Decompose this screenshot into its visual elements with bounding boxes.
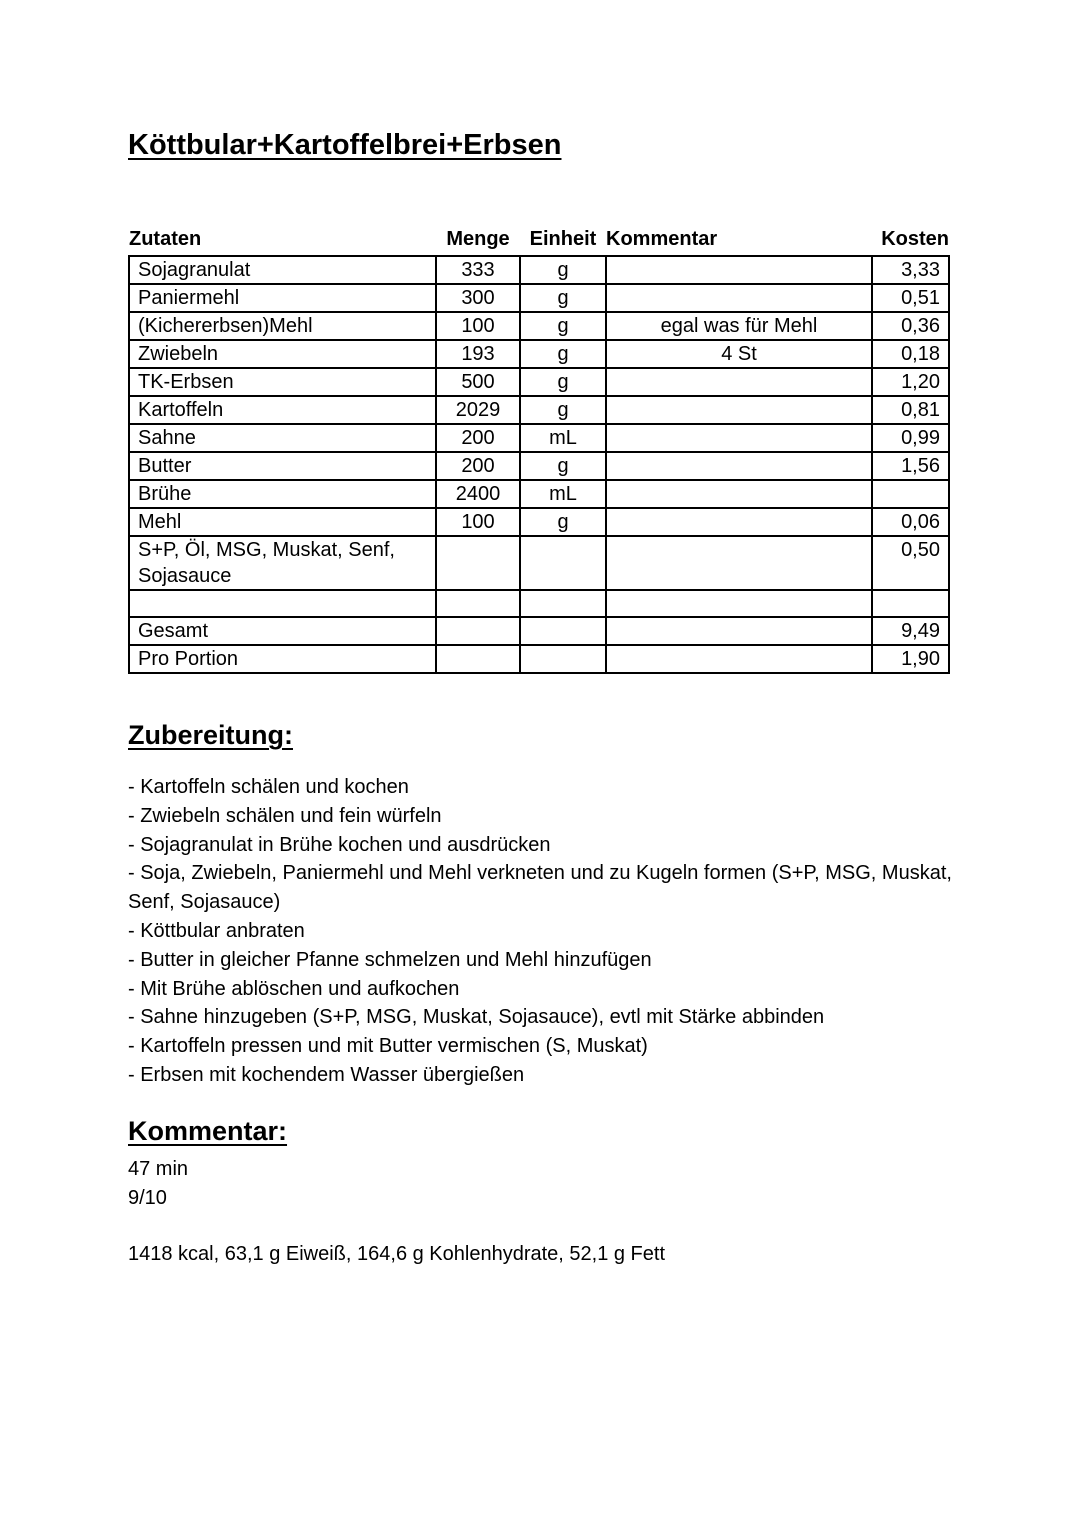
cell-einheit [520, 617, 606, 645]
cell-kommentar: egal was für Mehl [606, 312, 872, 340]
step-item: - Soja, Zwiebeln, Paniermehl und Mehl verkneten und zu Kugeln formen (S+P, MSG, Muskat, Senf, Sojasauce) [128, 862, 952, 914]
cell-kommentar [606, 256, 872, 284]
table-row [129, 396, 949, 424]
cell-einheit: g [520, 508, 606, 536]
cell-kommentar [606, 368, 872, 396]
cell-einheit [520, 645, 606, 673]
cell-zutat: Kartoffeln [129, 396, 436, 424]
step-item: - Butter in gleicher Pfanne schmelzen und Mehl hinzufügen [128, 948, 652, 971]
cell-menge: 200 [436, 424, 520, 452]
table-header-row [129, 226, 949, 256]
table-row [129, 256, 949, 284]
cell-kommentar [606, 645, 872, 673]
cell-zutat: (Kichererbsen)Mehl [129, 312, 436, 340]
cell-menge [436, 645, 520, 673]
zubereitung-heading: Zubereitung: [128, 720, 293, 750]
cell-zutat: Sojagranulat [129, 256, 436, 284]
cell-menge: 2400 [436, 480, 520, 508]
step-item: - Sojagranulat in Brühe kochen und ausdrücken [128, 833, 551, 856]
cell-kommentar [606, 452, 872, 480]
cell-menge: 100 [436, 508, 520, 536]
preparation-steps [128, 773, 962, 1090]
cell-einheit: g [520, 284, 606, 312]
cell-kommentar [606, 284, 872, 312]
column-header-einheit: Einheit [529, 228, 597, 250]
table-row [129, 368, 949, 396]
table-row [129, 340, 949, 368]
cell-kommentar [606, 590, 872, 617]
cell-zutat: S+P, Öl, MSG, Muskat, Senf, Sojasauce [129, 536, 436, 590]
step-item: - Kartoffeln pressen und mit Butter vermischen (S, Muskat) [128, 1035, 648, 1058]
cell-einheit: mL [520, 480, 606, 508]
cell-zutat [129, 590, 436, 617]
cell-menge [436, 590, 520, 617]
cell-einheit: g [520, 340, 606, 368]
table-row [129, 284, 949, 312]
cell-zutat: Sahne [129, 424, 436, 452]
cell-kommentar: 4 St [606, 340, 872, 368]
table-row-pro-portion [129, 645, 949, 673]
table-row [129, 480, 949, 508]
cell-kosten: 0,51 [872, 284, 949, 312]
cell-einheit: g [520, 452, 606, 480]
cell-zutat: Paniermehl [129, 284, 436, 312]
cell-kosten: 1,56 [872, 452, 949, 480]
cell-zutat: Zwiebeln [129, 340, 436, 368]
ingredients-table [128, 226, 950, 674]
step-item: - Kartoffeln schälen und kochen [128, 776, 409, 798]
cell-einheit: g [520, 368, 606, 396]
cell-kosten: 3,33 [872, 256, 949, 284]
step-item: - Köttbular anbraten [128, 919, 305, 942]
cell-kosten [872, 480, 949, 508]
cell-kosten: 0,36 [872, 312, 949, 340]
cell-kosten: 9,49 [872, 617, 949, 645]
column-header-kosten: Kosten [881, 228, 949, 250]
cell-kommentar [606, 424, 872, 452]
cell-einheit: mL [520, 424, 606, 452]
nutrition-text: 1418 kcal, 63,1 g Eiweiß, 164,6 g Kohlenhydrate, 52,1 g Fett [128, 1243, 666, 1266]
cell-kommentar [606, 480, 872, 508]
page-title: Köttbular+Kartoffelbrei+Erbsen [128, 129, 562, 161]
cell-kosten [872, 590, 949, 617]
cell-menge: 2029 [436, 396, 520, 424]
table-row [129, 312, 949, 340]
cell-menge: 100 [436, 312, 520, 340]
step-item: - Erbsen mit kochendem Wasser übergießen [128, 1063, 525, 1086]
step-item: - Sahne hinzugeben (S+P, MSG, Muskat, Sojasauce), evtl mit Stärke abbinden [128, 1006, 825, 1029]
table-row-gesamt [129, 617, 949, 645]
duration-text: 47 min [128, 1157, 189, 1180]
cell-menge [436, 617, 520, 645]
cell-einheit [520, 536, 606, 590]
cell-zutat: Gesamt [129, 617, 436, 645]
cell-menge: 300 [436, 284, 520, 312]
cell-kommentar [606, 617, 872, 645]
cell-kommentar [606, 536, 872, 590]
cell-zutat: Mehl [129, 508, 436, 536]
cell-kosten: 1,20 [872, 368, 949, 396]
cell-menge [436, 536, 520, 590]
step-item: - Zwiebeln schälen und fein würfeln [128, 804, 442, 827]
cell-zutat: Brühe [129, 480, 436, 508]
cell-zutat: TK-Erbsen [129, 368, 436, 396]
cell-menge: 500 [436, 368, 520, 396]
cell-kommentar [606, 396, 872, 424]
cell-kosten: 0,06 [872, 508, 949, 536]
table-row [129, 508, 949, 536]
table-row [129, 452, 949, 480]
cell-kosten: 0,18 [872, 340, 949, 368]
table-row-empty [129, 590, 949, 617]
cell-einheit [520, 590, 606, 617]
cell-zutat: Butter [129, 452, 436, 480]
table-row [129, 536, 949, 590]
cell-menge: 333 [436, 256, 520, 284]
cell-einheit: g [520, 396, 606, 424]
cell-einheit: g [520, 256, 606, 284]
step-item: - Mit Brühe ablöschen und aufkochen [128, 977, 460, 1000]
cell-kosten: 1,90 [872, 645, 949, 673]
column-header-menge: Menge [446, 228, 510, 250]
cell-zutat: Pro Portion [129, 645, 436, 673]
cell-kosten: 0,81 [872, 396, 949, 424]
cell-einheit: g [520, 312, 606, 340]
table-row [129, 424, 949, 452]
cell-menge: 200 [436, 452, 520, 480]
rating-text: 9/10 [128, 1186, 167, 1209]
cell-kommentar [606, 508, 872, 536]
cell-kosten: 0,50 [872, 536, 949, 590]
column-header-kommentar: Kommentar [606, 228, 718, 250]
kommentar-heading: Kommentar: [128, 1115, 288, 1146]
cell-menge: 193 [436, 340, 520, 368]
column-header-zutaten: Zutaten [129, 228, 202, 250]
cell-kosten: 0,99 [872, 424, 949, 452]
